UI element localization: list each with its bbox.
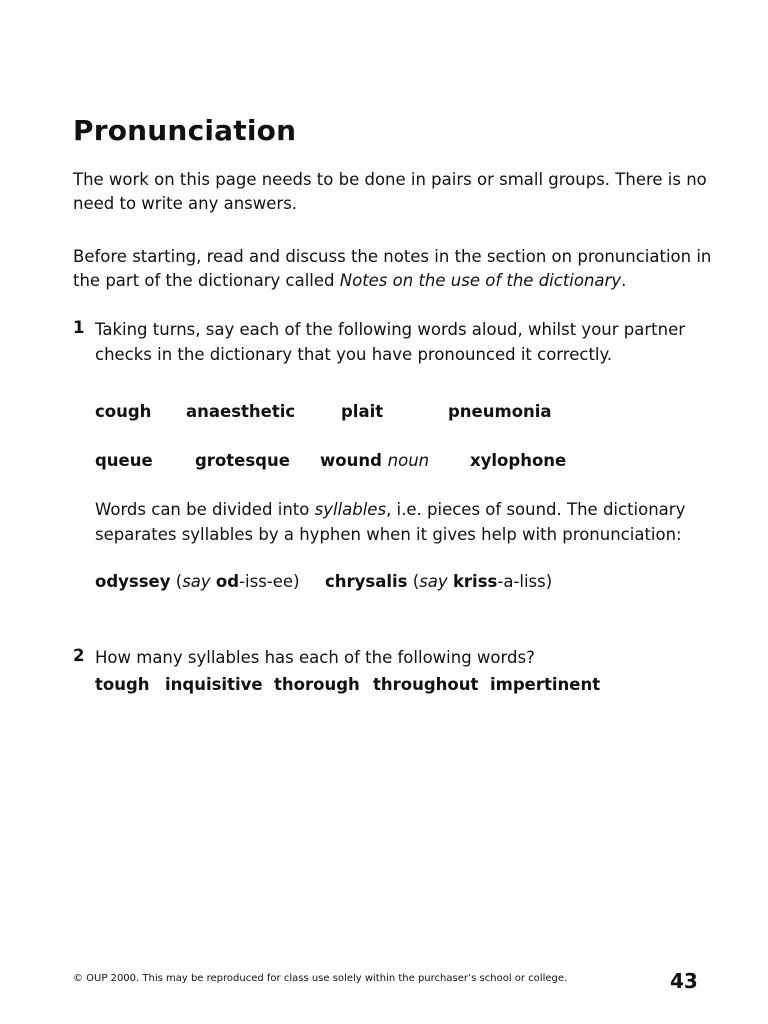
word-wound-label: wound: [320, 451, 382, 470]
page-title: Pronunciation: [73, 114, 297, 147]
example-odyssey: [95, 572, 300, 591]
word-inquisitive: inquisitive: [165, 675, 263, 694]
notes-paragraph: [73, 245, 713, 293]
word-wound-note: noun: [387, 451, 430, 470]
question-1-text: Taking turns, say each of the following words aloud, whilst your partner checks in the dictionary that you have pronounced it correctly.: [95, 320, 686, 364]
example-open: (: [175, 572, 183, 591]
intro-paragraph: The work on this page needs to be done in pairs or small groups. There is no need to write any answers.: [73, 170, 707, 213]
example-word: odyssey: [95, 572, 171, 591]
question-1-number: 1: [73, 318, 85, 337]
example-stress: kriss: [452, 572, 498, 591]
example-rest: -iss-ee): [239, 572, 300, 591]
copyright-footer: © OUP 2000. This may be reproduced for class use solely within the purchaser’s school or college.: [73, 973, 568, 984]
example-say: say: [419, 572, 448, 591]
example-stress: od: [215, 572, 240, 591]
word-throughout: throughout: [373, 675, 479, 694]
word-queue: queue: [95, 451, 153, 470]
notes-text: Before starting, read and discuss the notes in the section on pronunciation in the part of the dictionary called: [73, 247, 712, 290]
notes-end: .: [621, 271, 627, 290]
example-rest: -a-liss): [497, 572, 553, 591]
syllables-term: syllables: [314, 500, 387, 519]
example-say: say: [182, 572, 211, 591]
question-2-number: 2: [73, 646, 85, 665]
example-word: chrysalis: [325, 572, 408, 591]
word-cough: cough: [95, 402, 152, 421]
word-xylophone: xylophone: [470, 451, 567, 470]
question-2-text: How many syllables has each of the following words?: [95, 648, 535, 667]
word-grotesque: grotesque: [195, 451, 290, 470]
word-anaesthetic: anaesthetic: [186, 402, 296, 421]
syllables-text: Words can be divided into: [95, 500, 315, 519]
notes-book-section: Notes on the use of the dictionary: [339, 271, 622, 290]
word-wound: [320, 451, 429, 470]
page-number: 43: [670, 969, 698, 993]
word-pneumonia: pneumonia: [448, 402, 552, 421]
word-thorough: thorough: [274, 675, 360, 694]
word-tough: tough: [95, 675, 150, 694]
syllables-paragraph: [95, 498, 705, 547]
example-chrysalis: [325, 572, 552, 591]
word-plait: plait: [341, 402, 384, 421]
syllables-rest: , i.e. pieces of sound. The dictionary separates syllables by a hyphen when it gives help with pronunciation:: [95, 500, 686, 544]
word-impertinent: impertinent: [490, 675, 601, 694]
example-open: (: [412, 572, 420, 591]
